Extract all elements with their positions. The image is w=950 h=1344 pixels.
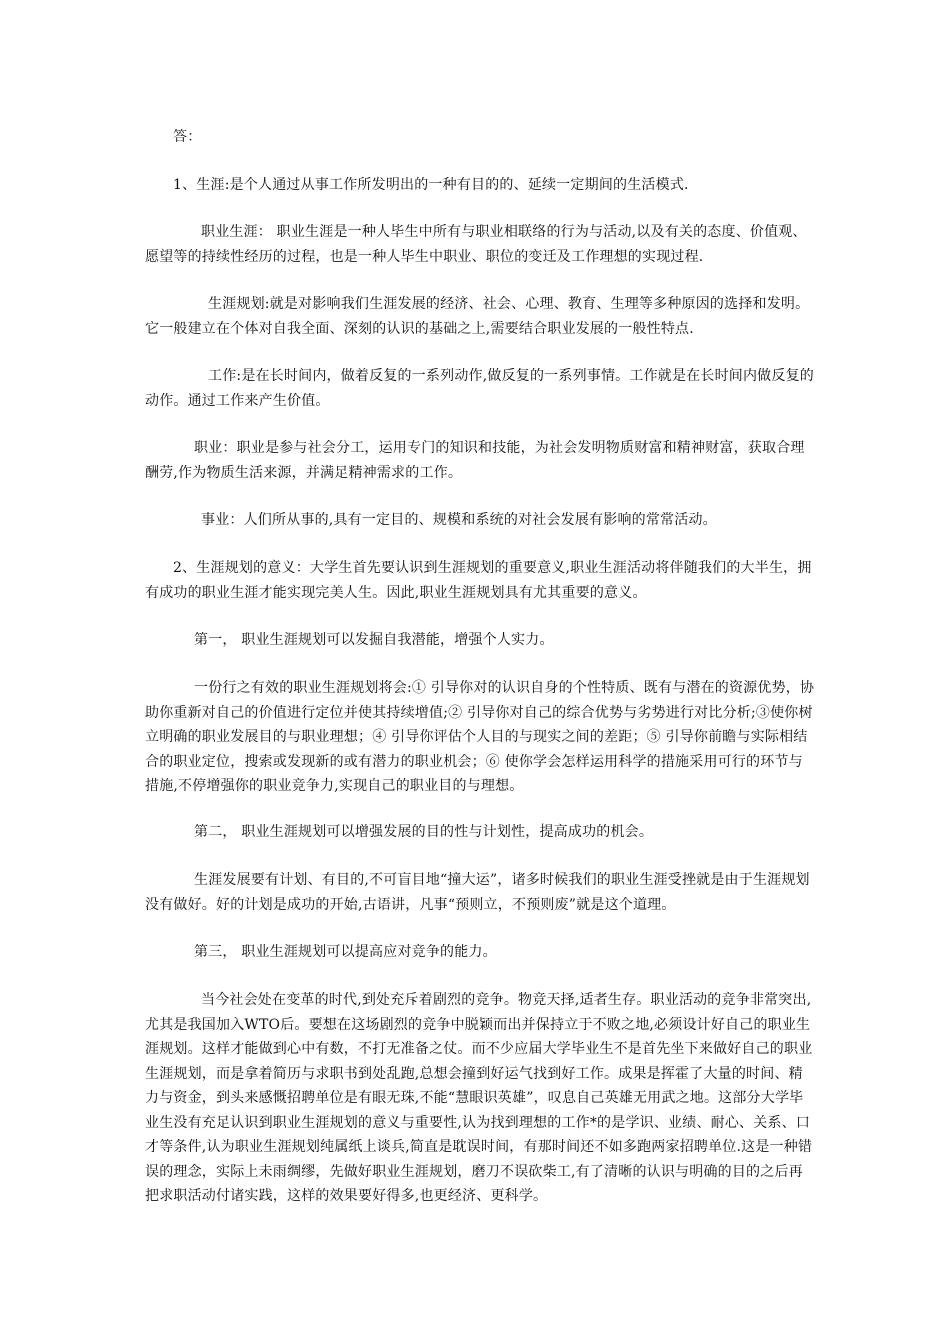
paragraph-definition-work: 工作:是在长时间内，做着反复的一系列动作,做反复的一系列事情。工作就是在长时间内做反复的动作。通过工作来产生价值。 — [145, 368, 814, 409]
paragraph-definition-career-planning: 生涯规划:就是对影响我们生涯发展的经济、社会、心理、教育、生理等多种原因的选择和发明。它一般建立在个体对自我全面、深刻的认识的基础之上,需要结合职业发展的一般性特点. — [145, 296, 810, 337]
paragraph-second-detail: 生涯发展要有计划、有目的,不可盲目地“撞大运”，诸多时候我们的职业生涯受挫就是由于生涯规划没有做好。好的计划是成功的开始,古语讲，凡事“预则立，不预则废”就是这个道理。 — [145, 872, 810, 913]
heading-first: 第一， 职业生涯规划可以发掘自我潜能，增强个人实力。 — [194, 632, 554, 648]
paragraph-definition-career: 1、生涯:是个人通过从事工作所发明出的一种有目的的、延续一定期间的生活模式. — [173, 177, 689, 193]
paragraph-first-detail: 一份行之有效的职业生涯规划将会:① 引导你对的认识自身的个性特质、既有与潜在的资源优势，协助你重新对自己的价值进行定位并使其持续增值;② 引导你对自己的综合优势与劣势进行对比分析;③使你树立明确的职业发展目的与职业理想；④ 引导你评估个人目的与现实之间的差距；⑤ 引导你前瞻与实际相结合的职业定位，搜索或发现新的或有潜力的职业机会；⑥ 使你学会怎样运用科学的措施采用可行的环节与措施,不停增强你的职业竞争力,实现自己的职业目的与理想。 — [145, 680, 815, 794]
paragraph-definition-occupation: 职业：职业是参与社会分工，运用专门的知识和技能，为社会发明物质财富和精神财富，获取合理酬劳,作为物质生活来源，并满足精神需求的工作。 — [145, 440, 805, 481]
paragraph-third-detail: 当今社会处在变革的时代,到处充斥着剧烈的竞争。物竞天择,适者生存。职业活动的竞争非常突出,尤其是我国加入WTO后。要想在这场剧烈的竞争中脱颖而出并保持立于不败之地,必须设计好自己的职业生涯规划。这样才能做到心中有数，不打无准备之仗。而不少应届大学毕业生不是首先坐下来做好自己的职业生涯规划，而是拿着简历与求职书到处乱跑,总想会撞到好运气找到好工作。成果是挥霍了大量的时间、精力与资金，到头来感慨招聘单位是有眼无珠,不能“慧眼识英雄”，叹息自己英雄无用武之地。这部分大学毕业生没有充足认识到职业生涯规划的意义与重要性,认为找到理想的工作*的是学识、业绩、耐心、关系、口才等条件,认为职业生涯规划纯属纸上谈兵,简直是耽误时间，有那时间还不如多跑两家招聘单位.这是一种错误的理念，实际上未雨绸缪，先做好职业生涯规划，磨刀不误砍柴工,有了清晰的认识与明确的目的之后再把求职活动付诸实践，这样的效果要好得多,也更经济、更科学。 — [145, 992, 813, 1204]
paragraph-definition-cause: 事业：人们所从事的,具有一定目的、规模和系统的对社会发展有影响的常常活动。 — [201, 512, 717, 528]
heading-second: 第二， 职业生涯规划可以增强发展的目的性与计划性，提高成功的机会。 — [194, 824, 654, 840]
paragraph-significance: 2、生涯规划的意义：大学生首先要认识到生涯规划的重要意义,职业生涯活动将伴随我们的大半生，拥有成功的职业生涯才能实现完美人生。因此,职业生涯规划具有尤其重要的意义。 — [145, 560, 812, 601]
answer-label: 答： — [173, 129, 202, 145]
paragraph-definition-occupational-career: 职业生涯： 职业生涯是一种人毕生中所有与职业相联络的行为与活动,以及有关的态度、价值观、愿望等的持续性经历的过程，也是一种人毕生中职业、职位的变迁及工作理想的实现过程. — [145, 224, 807, 265]
heading-third: 第三， 职业生涯规划可以提高应对竞争的能力。 — [194, 944, 497, 960]
